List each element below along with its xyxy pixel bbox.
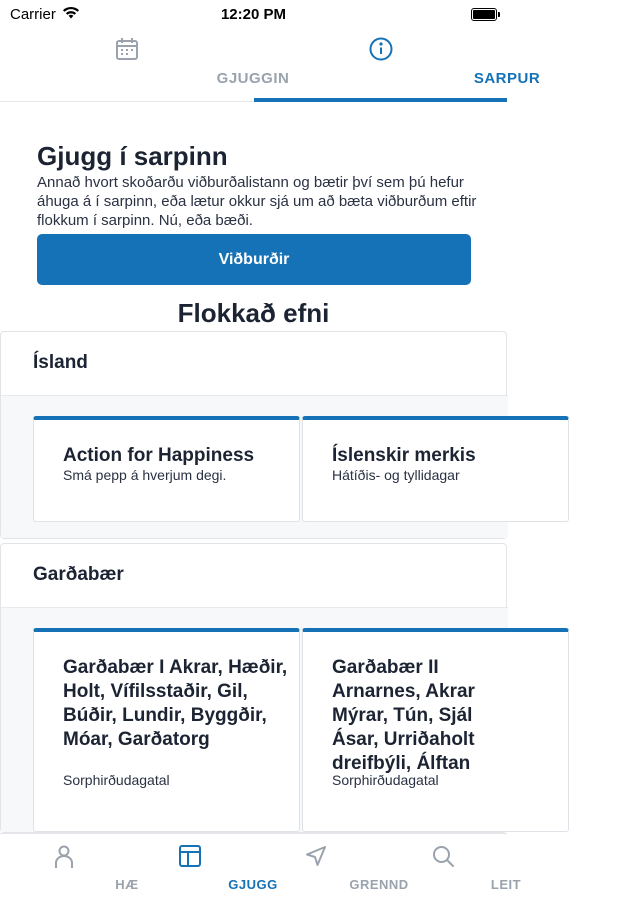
- nav-label: GRENND: [349, 877, 409, 892]
- nav-label: LEIT: [490, 877, 522, 892]
- location-arrow-icon: [304, 844, 328, 873]
- clock: 12:20 PM: [220, 6, 287, 23]
- person-icon: [52, 844, 76, 875]
- category-title: Ísland: [33, 352, 88, 373]
- card-title: Garðabær II Arnarnes, Akrar Mýrar, Tún, Sjál Ásar, Urriðaholt dreifbýli, Álftan: [332, 657, 475, 774]
- category-title: Garðabær: [33, 564, 124, 585]
- category-card[interactable]: [302, 628, 569, 832]
- intro-description: Annað hvort skoðarðu viðburðalistann og bætir því sem þú hefur áhuga á í sarpinn, eða lætur okkur sjá um að bæta viðburðum eftir flokkum í sarpinn. Nú, eða bæði.: [37, 174, 477, 229]
- card-title: Íslenskir merkis: [332, 445, 476, 466]
- category-cards-carousel[interactable]: [1, 608, 508, 832]
- card-subtitle: Hátíðis- og tyllidagar: [332, 467, 460, 483]
- active-tab-indicator: [254, 98, 507, 102]
- tab-gjuggin[interactable]: [0, 30, 290, 102]
- category-island: [0, 331, 507, 539]
- category-card[interactable]: [33, 416, 300, 522]
- carrier-label: Carrier: [10, 6, 56, 23]
- search-icon: [431, 844, 455, 873]
- card-title: Garðabær I Akrar, Hæðir, Holt, Vífilsstaðir, Gil, Búðir, Lundir, Byggðir, Móar, Garðatorg: [63, 657, 288, 750]
- category-header[interactable]: [1, 332, 508, 396]
- nav-label: GJUGG: [228, 877, 278, 892]
- nav-item-leit[interactable]: [380, 834, 522, 901]
- category-header[interactable]: [1, 544, 508, 608]
- card-subtitle: Smá pepp á hverjum degi.: [63, 467, 227, 483]
- layout-icon: [178, 844, 202, 873]
- nav-item-gjugg[interactable]: [127, 834, 278, 901]
- nav-label: HÆ: [115, 877, 139, 892]
- battery-icon: [471, 8, 497, 21]
- intro-title: Gjugg í sarpinn: [37, 141, 228, 171]
- card-subtitle: Sorphirðudagatal: [63, 772, 170, 788]
- category-card[interactable]: [302, 416, 569, 522]
- category-cards-carousel[interactable]: [1, 396, 508, 538]
- calendar-icon: [114, 36, 140, 67]
- tab-gjuggin-label: GJUGGIN: [216, 70, 290, 87]
- events-button[interactable]: Viðburðir: [37, 234, 471, 285]
- status-bar: [0, 0, 507, 30]
- card-title: Action for Happiness: [63, 445, 255, 466]
- nav-item-grennd[interactable]: [253, 834, 409, 901]
- category-card[interactable]: [33, 628, 300, 832]
- bottom-nav: [0, 833, 522, 900]
- nav-item-hae[interactable]: [1, 834, 139, 901]
- card-subtitle: Sorphirðudagatal: [332, 772, 439, 788]
- categories-heading: Flokkað efni: [177, 298, 330, 328]
- top-tab-bar: [0, 30, 541, 102]
- tab-sarpur-label: SARPUR: [473, 70, 541, 87]
- category-gardabaer: [0, 543, 507, 833]
- info-icon: [368, 36, 394, 67]
- tab-sarpur[interactable]: [254, 30, 541, 102]
